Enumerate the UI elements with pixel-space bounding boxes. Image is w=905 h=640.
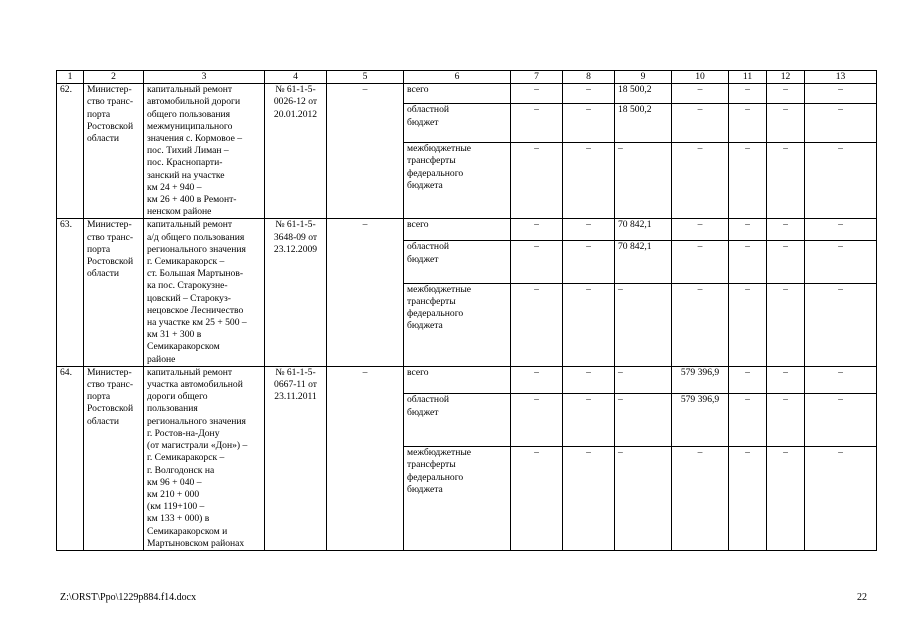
amount-cell: – bbox=[672, 447, 729, 551]
funding-source: областной бюджет bbox=[404, 394, 511, 447]
column-5-value: – bbox=[327, 84, 404, 219]
amount-cell: – bbox=[563, 104, 615, 143]
amount-cell: – bbox=[805, 219, 877, 241]
amount-cell: – bbox=[672, 241, 729, 283]
column-header: 13 bbox=[805, 71, 877, 84]
amount-cell: – bbox=[805, 84, 877, 104]
funding-source: межбюджетные трансферты федерального бюджета bbox=[404, 283, 511, 366]
amount-cell: – bbox=[511, 241, 563, 283]
document-number: № 61-1-5- 0026-12 от 20.01.2012 bbox=[265, 84, 327, 219]
amount-cell: – bbox=[615, 366, 672, 393]
object-description: капитальный ремонт участка автомобильной дороги общего пользования регионального значения г. Ростов-на-Дону (от магистрали «Дон») – г. Семикаракорск – г. Волгодонск на км 96 + 040 – км 210 + 000 (км 119+100 – км 133 + 000) в Семикаракорском и Мартыновском районах bbox=[144, 366, 265, 550]
amount-cell: – bbox=[511, 104, 563, 143]
funding-source: всего bbox=[404, 366, 511, 393]
funding-source: областной бюджет bbox=[404, 104, 511, 143]
column-header: 8 bbox=[563, 71, 615, 84]
column-header: 12 bbox=[767, 71, 805, 84]
amount-cell: – bbox=[563, 219, 615, 241]
organization-cell: Министер- ство транс- порта Ростовской области bbox=[84, 84, 144, 219]
amount-cell: – bbox=[767, 241, 805, 283]
amount-cell: – bbox=[563, 283, 615, 366]
amount-cell: – bbox=[563, 241, 615, 283]
column-header: 7 bbox=[511, 71, 563, 84]
amount-cell: – bbox=[767, 394, 805, 447]
amount-cell: – bbox=[563, 366, 615, 393]
row-number: 62. bbox=[57, 84, 84, 219]
amount-cell: – bbox=[729, 104, 767, 143]
amount-cell: – bbox=[672, 219, 729, 241]
amount-cell: – bbox=[767, 219, 805, 241]
amount-cell: – bbox=[511, 219, 563, 241]
amount-cell: – bbox=[563, 447, 615, 551]
amount-cell: – bbox=[729, 283, 767, 366]
column-header: 10 bbox=[672, 71, 729, 84]
amount-cell: 18 500,2 bbox=[615, 104, 672, 143]
amount-cell: – bbox=[672, 283, 729, 366]
column-header: 11 bbox=[729, 71, 767, 84]
amount-cell: – bbox=[805, 394, 877, 447]
amount-cell: – bbox=[805, 143, 877, 219]
amount-cell: 18 500,2 bbox=[615, 84, 672, 104]
amount-cell: – bbox=[615, 447, 672, 551]
amount-cell: – bbox=[729, 241, 767, 283]
row-number: 64. bbox=[57, 366, 84, 550]
amount-cell: – bbox=[805, 283, 877, 366]
column-header: 5 bbox=[327, 71, 404, 84]
amount-cell: 579 396,9 bbox=[672, 366, 729, 393]
amount-cell: – bbox=[511, 84, 563, 104]
amount-cell: – bbox=[767, 447, 805, 551]
amount-cell: – bbox=[672, 104, 729, 143]
funding-source: межбюджетные трансферты федерального бюджета bbox=[404, 143, 511, 219]
table-row bbox=[57, 366, 877, 393]
column-header: 2 bbox=[84, 71, 144, 84]
budget-table bbox=[56, 70, 877, 551]
amount-cell: – bbox=[729, 366, 767, 393]
amount-cell: – bbox=[805, 366, 877, 393]
column-header: 9 bbox=[615, 71, 672, 84]
amount-cell: – bbox=[767, 104, 805, 143]
amount-cell: – bbox=[767, 283, 805, 366]
amount-cell: – bbox=[729, 447, 767, 551]
amount-cell: – bbox=[563, 143, 615, 219]
funding-source: областной бюджет bbox=[404, 241, 511, 283]
table-row bbox=[57, 219, 877, 241]
document-number: № 61-1-5- 0667-11 от 23.11.2011 bbox=[265, 366, 327, 550]
column-header: 1 bbox=[57, 71, 84, 84]
funding-source: всего bbox=[404, 219, 511, 241]
amount-cell: – bbox=[729, 219, 767, 241]
amount-cell: – bbox=[729, 84, 767, 104]
row-number: 63. bbox=[57, 219, 84, 366]
column-header: 3 bbox=[144, 71, 265, 84]
amount-cell: – bbox=[767, 366, 805, 393]
amount-cell: – bbox=[511, 283, 563, 366]
header-row bbox=[57, 71, 877, 84]
amount-cell: – bbox=[615, 283, 672, 366]
amount-cell: – bbox=[805, 241, 877, 283]
column-header: 6 bbox=[404, 71, 511, 84]
column-5-value: – bbox=[327, 219, 404, 366]
amount-cell: – bbox=[672, 143, 729, 219]
amount-cell: – bbox=[511, 143, 563, 219]
organization-cell: Министер- ство транс- порта Ростовской области bbox=[84, 219, 144, 366]
amount-cell: – bbox=[767, 84, 805, 104]
column-header: 4 bbox=[265, 71, 327, 84]
document-path: Z:\ORST\Ppo\1229p884.f14.docx bbox=[60, 592, 197, 603]
amount-cell: – bbox=[563, 394, 615, 447]
amount-cell: – bbox=[767, 143, 805, 219]
amount-cell: – bbox=[729, 394, 767, 447]
organization-cell: Министер- ство транс- порта Ростовской области bbox=[84, 366, 144, 550]
amount-cell: 70 842,1 bbox=[615, 219, 672, 241]
amount-cell: – bbox=[729, 143, 767, 219]
amount-cell: – bbox=[805, 104, 877, 143]
document-number: № 61-1-5- 3648-09 от 23.12.2009 bbox=[265, 219, 327, 366]
amount-cell: – bbox=[511, 447, 563, 551]
amount-cell: – bbox=[615, 143, 672, 219]
object-description: капитальный ремонт а/д общего пользования регионального значения г. Семикаракорск – ст. Большая Мартынов- ка пос. Старокузне- цовский – Старокуз- нецовское Лесничество на участке км 25 + 500 – км 31 + 300 в Семикаракорском районе bbox=[144, 219, 265, 366]
amount-cell: – bbox=[511, 366, 563, 393]
amount-cell: – bbox=[672, 84, 729, 104]
amount-cell: 579 396,9 bbox=[672, 394, 729, 447]
column-5-value: – bbox=[327, 366, 404, 550]
funding-source: межбюджетные трансферты федерального бюджета bbox=[404, 447, 511, 551]
amount-cell: 70 842,1 bbox=[615, 241, 672, 283]
amount-cell: – bbox=[563, 84, 615, 104]
amount-cell: – bbox=[511, 394, 563, 447]
amount-cell: – bbox=[805, 447, 877, 551]
funding-source: всего bbox=[404, 84, 511, 104]
table-row bbox=[57, 84, 877, 104]
object-description: капитальный ремонт автомобильной дороги общего пользования межмуниципального значения с. Кормовое – пос. Тихий Лиман – пос. Краснопарти- занский на участке км 24 + 940 – км 26 + 400 в Ремонт- ненском районе bbox=[144, 84, 265, 219]
page-number: 22 bbox=[857, 592, 867, 603]
amount-cell: – bbox=[615, 394, 672, 447]
